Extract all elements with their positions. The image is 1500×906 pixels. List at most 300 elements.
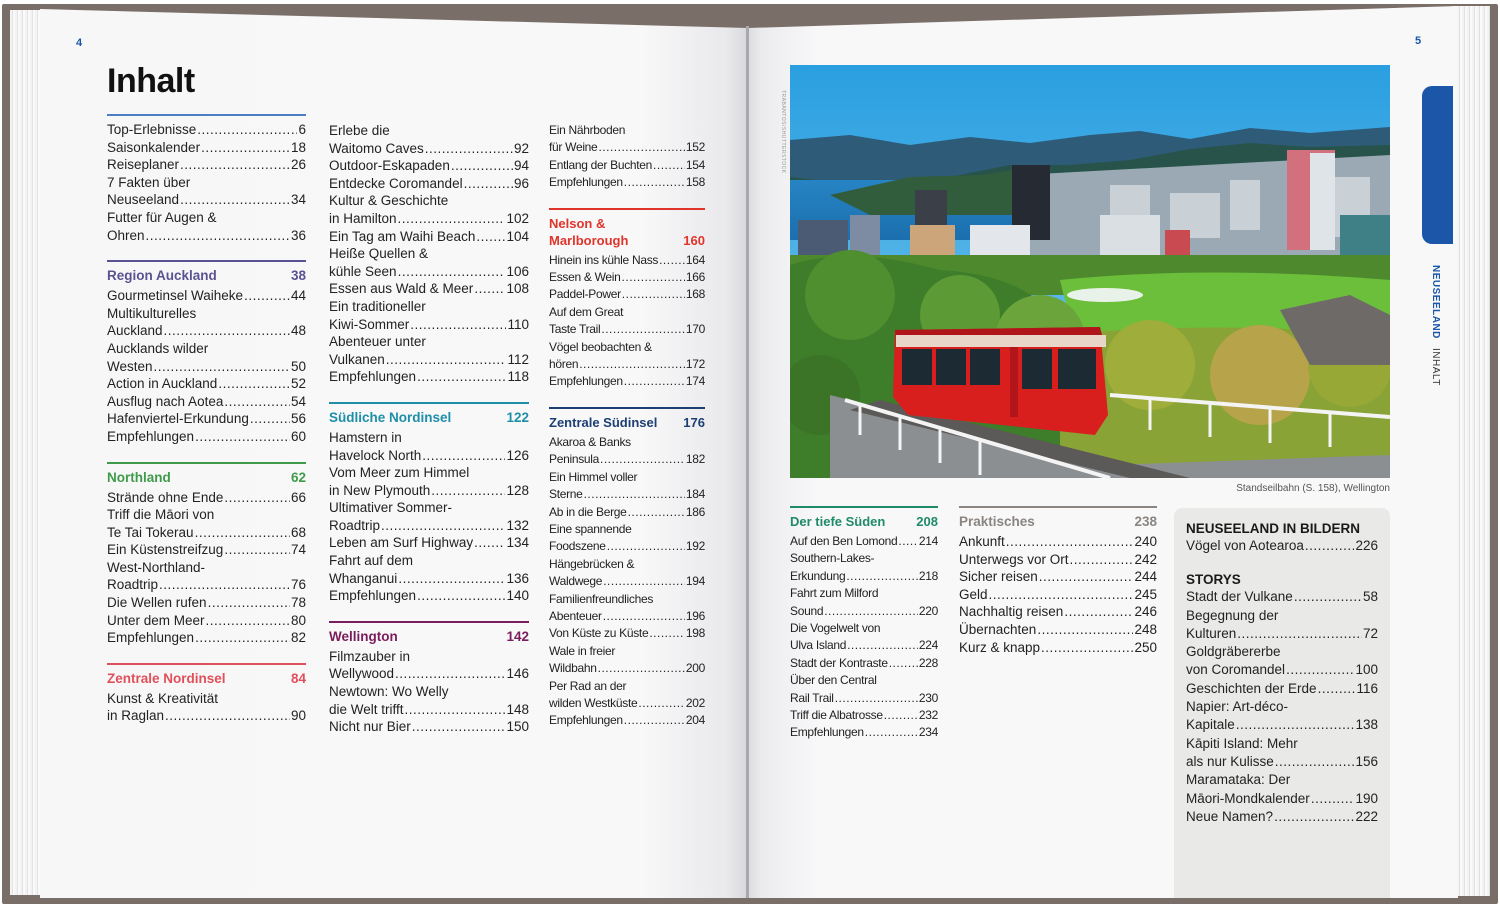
dot-leader — [164, 322, 290, 340]
dot-leader — [180, 191, 290, 209]
toc-entry[interactable] — [107, 305, 306, 340]
toc-entry-line — [959, 639, 1157, 657]
toc-entry[interactable] — [107, 121, 306, 139]
toc-entry[interactable] — [549, 174, 705, 191]
dot-leader — [579, 356, 685, 373]
toc-entry[interactable] — [107, 559, 306, 594]
toc-page-number: 80 — [290, 612, 306, 628]
toc-page-number: 132 — [506, 517, 529, 533]
toc-section — [959, 506, 1157, 656]
toc-page-number: 156 — [1355, 753, 1378, 769]
toc-entry-line: 7 Fakten über — [107, 174, 191, 190]
section-rule — [329, 621, 529, 623]
toc-entry[interactable] — [329, 499, 529, 534]
toc-page-number: 108 — [506, 281, 529, 297]
section-rule — [790, 506, 938, 508]
toc-entry[interactable] — [790, 550, 938, 585]
toc-page-number: 154 — [685, 157, 705, 172]
dot-leader — [1070, 551, 1134, 569]
toc-page-number: 118 — [507, 369, 529, 385]
toc-entry-title: Westen — [107, 358, 153, 374]
toc-entry-title: in Hamilton — [329, 210, 397, 226]
toc-entry[interactable] — [107, 410, 306, 428]
toc-entry[interactable] — [959, 603, 1157, 621]
toc-entry[interactable] — [549, 521, 705, 556]
toc-entry-title: Ankunft — [959, 534, 1005, 549]
toc-entry-title: Empfehlungen — [790, 725, 864, 740]
dot-leader — [865, 724, 918, 741]
toc-entry-title: Entdecke Coromandel — [329, 175, 463, 191]
toc-entry[interactable] — [107, 629, 306, 647]
toc-entry-line — [329, 210, 529, 228]
toc-entry-line — [959, 586, 1157, 604]
toc-entry-line — [790, 603, 938, 620]
toc-entry-line: Ultimativer Sommer- — [329, 500, 453, 516]
toc-section — [790, 506, 938, 742]
toc-entry-line: Abenteuer unter — [329, 334, 426, 350]
toc-entry-line — [329, 482, 529, 500]
toc-entry-line — [549, 157, 705, 174]
dot-leader — [638, 695, 685, 712]
section-heading[interactable] — [107, 670, 306, 687]
section-page-number: 38 — [290, 268, 306, 284]
toc-entry[interactable] — [549, 643, 705, 678]
toc-page-number: 250 — [1134, 639, 1157, 655]
dot-leader — [603, 608, 685, 625]
toc-page-number: 230 — [918, 690, 938, 705]
toc-entry[interactable] — [549, 339, 705, 374]
toc-page-number: 90 — [290, 708, 306, 724]
toc-entry[interactable] — [107, 594, 306, 612]
toc-entry[interactable] — [107, 287, 306, 305]
toc-entry[interactable] — [959, 568, 1157, 586]
toc-entry-line: Begegnung der — [1186, 607, 1279, 623]
toc-entry[interactable] — [107, 174, 306, 209]
toc-entry-title: Neuseeland — [107, 192, 180, 208]
toc-entry-title: Waitomo Caves — [329, 140, 424, 156]
dot-leader — [889, 655, 918, 672]
toc-page-number: 228 — [918, 655, 938, 670]
toc-page-number: 240 — [1134, 534, 1157, 549]
toc-entry[interactable] — [549, 252, 705, 269]
toc-entry-line: Kultur & Geschichte — [329, 193, 449, 209]
toc-entry[interactable] — [329, 683, 529, 718]
toc-section — [107, 260, 306, 445]
toc-entry[interactable] — [107, 428, 306, 446]
toc-entry[interactable] — [329, 552, 529, 587]
toc-page-number: 72 — [1362, 625, 1378, 641]
toc-entry[interactable] — [790, 585, 938, 620]
toc-entry[interactable] — [329, 368, 529, 386]
toc-entry-line: Familienfreundliches — [549, 591, 654, 606]
toc-entry[interactable] — [329, 280, 529, 298]
toc-entry[interactable] — [549, 157, 705, 174]
toc-entry-line — [1186, 537, 1378, 555]
toc-entry-line — [329, 570, 529, 588]
toc-entry[interactable] — [1186, 537, 1378, 555]
toc-entry-line — [959, 568, 1157, 586]
toc-column-4 — [790, 506, 938, 758]
toc-entry[interactable] — [107, 393, 306, 411]
toc-entry-title: Kulturen — [1186, 625, 1237, 641]
toc-entry-line — [549, 625, 705, 642]
toc-page-number: 68 — [290, 524, 306, 540]
toc-entry-title: Whanganui — [329, 570, 398, 586]
dot-leader — [417, 587, 505, 605]
toc-entry[interactable] — [1186, 588, 1378, 606]
toc-entry-title: Ulva Island — [790, 638, 847, 653]
dot-leader — [603, 573, 685, 590]
dot-leader — [1275, 753, 1355, 771]
toc-entry[interactable] — [329, 648, 529, 683]
toc-entry-title: Essen aus Wald & Meer — [329, 281, 474, 297]
toc-page-number: 112 — [507, 351, 529, 367]
toc-entry-title: Sicher reisen — [959, 569, 1038, 585]
dot-leader — [824, 603, 918, 620]
toc-entry-line: Vögel beobachten & — [549, 339, 652, 354]
toc-entry-title: Stadt der Vulkane — [1186, 589, 1293, 605]
toc-entry[interactable] — [107, 541, 306, 559]
toc-entry[interactable] — [329, 429, 529, 464]
toc-entry[interactable] — [790, 620, 938, 655]
section-title — [549, 215, 628, 249]
toc-page-number: 94 — [513, 158, 529, 174]
toc-entry[interactable] — [107, 690, 306, 725]
section-title-line: Marlborough — [549, 232, 629, 248]
toc-entry-line — [107, 139, 306, 157]
toc-entry[interactable] — [1186, 698, 1378, 735]
toc-entry-line — [107, 428, 306, 446]
section-rule — [959, 506, 1157, 508]
toc-column-2 — [329, 122, 529, 752]
section-title: Zentrale Südinsel — [549, 414, 658, 430]
toc-page-number: 245 — [1134, 586, 1157, 602]
running-head-primary: NEUSEELAND — [1430, 265, 1441, 339]
toc-entry[interactable] — [790, 533, 938, 550]
toc-section — [107, 114, 306, 244]
toc-entry-line — [549, 712, 705, 729]
toc-page-number: 170 — [685, 322, 705, 337]
toc-entry-line — [107, 410, 306, 428]
dot-leader — [159, 576, 290, 594]
dot-leader — [584, 486, 685, 503]
toc-page-number: 78 — [290, 595, 306, 611]
toc-entry-title: Die Wellen rufen — [107, 595, 207, 611]
toc-entry[interactable] — [549, 122, 705, 157]
section-title: Der tiefe Süden — [790, 514, 886, 529]
toc-entry-title: Empfehlungen — [329, 369, 417, 385]
toc-entry-title: Unter dem Meer — [107, 612, 205, 628]
dot-leader — [398, 263, 506, 281]
toc-entry[interactable] — [959, 551, 1157, 569]
dot-leader — [195, 524, 290, 542]
toc-column-5 — [959, 506, 1157, 672]
toc-entry-line — [107, 156, 306, 174]
toc-entry[interactable] — [549, 469, 705, 504]
toc-entry-line: Vom Meer zum Himmel — [329, 465, 470, 481]
toc-page-number: 224 — [918, 638, 938, 653]
toc-page-number: 102 — [506, 210, 529, 226]
dot-leader — [847, 637, 918, 654]
toc-entry-line: Southern-Lakes- — [790, 551, 875, 566]
toc-entry-title: Empfehlungen — [107, 630, 195, 646]
section-heading[interactable] — [959, 513, 1157, 530]
toc-page-number: 128 — [506, 482, 529, 498]
toc-entry[interactable] — [1186, 607, 1378, 644]
toc-entry[interactable] — [549, 556, 705, 591]
toc-entry[interactable] — [329, 587, 529, 605]
toc-entry-line — [549, 139, 705, 156]
toc-entry[interactable] — [329, 157, 529, 175]
toc-entry[interactable] — [549, 625, 705, 642]
toc-entry-title: Hinein ins kühle Nass — [549, 252, 659, 267]
dot-leader — [195, 629, 290, 647]
toc-page-number: 168 — [685, 287, 705, 302]
toc-entry-title: Auf den Ben Lomond — [790, 534, 898, 548]
toc-entry[interactable] — [549, 678, 705, 713]
toc-entry-title: Empfehlungen — [329, 588, 417, 604]
photo-caption: Standseilbahn (S. 158), Wellington — [1236, 483, 1390, 494]
dot-leader — [464, 175, 513, 193]
toc-page-number: 246 — [1134, 604, 1157, 620]
dot-leader — [197, 121, 297, 139]
dot-leader — [649, 625, 685, 642]
toc-entry[interactable] — [790, 672, 938, 707]
toc-entry-line: Über den Central — [790, 673, 877, 688]
section-title: Zentrale Nordinsel — [107, 670, 226, 686]
toc-entry-line — [1186, 588, 1378, 606]
dot-leader — [224, 489, 290, 507]
toc-entry-title: Te Tai Tokerau — [107, 524, 194, 540]
dot-leader — [607, 538, 685, 555]
toc-entry[interactable] — [1186, 643, 1378, 680]
toc-entry-line — [790, 690, 938, 707]
dot-leader — [474, 280, 505, 298]
section-heading[interactable] — [790, 513, 938, 530]
toc-entry[interactable] — [549, 504, 705, 521]
toc-entry-line — [959, 603, 1157, 621]
toc-entry[interactable] — [549, 269, 705, 286]
dot-leader — [417, 368, 506, 386]
toc-entry[interactable] — [107, 506, 306, 541]
toc-page-number: 134 — [506, 535, 529, 551]
toc-page-number: 74 — [290, 542, 306, 558]
toc-entry-title: Nachhaltig reisen — [959, 604, 1064, 620]
toc-entry[interactable] — [959, 586, 1157, 604]
section-rule — [329, 402, 529, 404]
toc-entry-line: Akaroa & Banks — [549, 434, 631, 449]
toc-entry[interactable] — [329, 228, 529, 246]
toc-entry-title: Übernachten — [959, 621, 1037, 637]
toc-entry[interactable] — [959, 639, 1157, 657]
toc-entry[interactable] — [107, 156, 306, 174]
toc-entry-title: kühle Seen — [329, 263, 397, 279]
toc-entry[interactable] — [1186, 771, 1378, 808]
dot-leader — [622, 269, 685, 286]
toc-entry[interactable] — [549, 434, 705, 469]
dot-leader — [846, 568, 918, 585]
toc-entry-line — [107, 594, 306, 612]
toc-entry[interactable] — [107, 612, 306, 630]
dot-leader — [244, 287, 290, 305]
toc-page-number: 76 — [290, 577, 306, 593]
toc-entry-line — [959, 551, 1157, 569]
book-gutter — [746, 26, 749, 898]
toc-page-number: 140 — [506, 588, 529, 604]
toc-page-number: 92 — [513, 140, 529, 156]
toc-entry[interactable] — [329, 122, 529, 157]
toc-entry-line: Goldgräbererbe — [1186, 644, 1281, 660]
dot-leader — [624, 373, 685, 390]
toc-entry-line — [329, 175, 529, 193]
dot-leader — [206, 612, 290, 630]
toc-entry[interactable] — [329, 333, 529, 368]
section-heading[interactable] — [107, 469, 306, 486]
toc-page-number: 106 — [506, 263, 529, 279]
toc-entry[interactable] — [107, 139, 306, 157]
toc-page-number: 58 — [1362, 589, 1378, 605]
toc-entry-line: Auf dem Great — [549, 304, 624, 319]
dot-leader — [180, 156, 290, 174]
toc-page-number: 44 — [290, 288, 306, 304]
section-heading[interactable] — [107, 267, 306, 284]
toc-entry-line — [329, 368, 529, 386]
dot-leader — [1274, 808, 1354, 826]
dot-leader — [835, 690, 918, 707]
toc-entry[interactable] — [790, 724, 938, 741]
toc-entry-title: Nicht nur Bier — [329, 719, 411, 735]
toc-entry-title: Kurz & knapp — [959, 639, 1041, 655]
toc-entry-title: Gourmetinsel Waiheke — [107, 288, 244, 304]
toc-page-number: 234 — [918, 725, 938, 740]
section-heading[interactable] — [549, 414, 705, 431]
toc-entry[interactable] — [790, 707, 938, 724]
toc-entry-line — [549, 451, 705, 468]
toc-entry-line: Ein Nährboden — [549, 123, 626, 137]
dot-leader — [600, 451, 685, 468]
toc-entry-line — [790, 533, 938, 550]
toc-page-number: 56 — [290, 411, 306, 427]
toc-entry[interactable] — [790, 655, 938, 672]
toc-entry[interactable] — [329, 534, 529, 552]
toc-entry[interactable] — [549, 373, 705, 390]
section-heading[interactable] — [549, 215, 705, 249]
section-title-line: Nelson & — [549, 215, 606, 231]
toc-page-number: 174 — [685, 374, 705, 389]
toc-entry[interactable] — [107, 340, 306, 375]
toc-entry[interactable] — [1186, 735, 1378, 772]
toc-entry[interactable] — [329, 175, 529, 193]
features-box — [1174, 508, 1390, 898]
section-page-number: 142 — [506, 628, 529, 644]
toc-entry-title: Sound — [790, 603, 824, 618]
toc-entry-title: in New Plymouth — [329, 482, 431, 498]
toc-page-number: 146 — [506, 666, 529, 682]
toc-entry[interactable] — [107, 209, 306, 244]
toc-page-number: 244 — [1134, 569, 1157, 585]
toc-entry[interactable] — [549, 591, 705, 626]
toc-entry-line — [329, 534, 529, 552]
toc-section — [107, 462, 306, 647]
toc-entry-line — [107, 121, 306, 139]
dot-leader — [1286, 661, 1354, 679]
cable-car-photo — [790, 65, 1390, 478]
toc-entry[interactable] — [107, 489, 306, 507]
toc-entry-line: West-Northland- — [107, 559, 206, 575]
section-page-number: 122 — [506, 409, 529, 425]
toc-page-number: 232 — [918, 708, 938, 723]
toc-entry[interactable] — [959, 533, 1157, 551]
toc-entry-line: Wale in freier — [549, 643, 616, 658]
dot-leader — [1006, 533, 1134, 551]
toc-entry-title: Taste Trail — [549, 322, 601, 337]
toc-entry[interactable] — [329, 464, 529, 499]
toc-entry[interactable] — [107, 375, 306, 393]
toc-entry-title: Sterne — [549, 487, 583, 502]
toc-entry-line — [549, 286, 705, 303]
dot-leader — [398, 570, 505, 588]
toc-entry[interactable] — [549, 304, 705, 339]
toc-entry-title: Paddel-Power — [549, 287, 621, 302]
dot-leader — [405, 701, 506, 719]
dot-leader — [224, 541, 290, 559]
toc-entry-title: Kiwi-Sommer — [329, 316, 410, 332]
dot-leader — [218, 375, 290, 393]
toc-page-number: 82 — [290, 630, 306, 646]
toc-entry-line: Futter für Augen & — [107, 209, 217, 225]
toc-entry-line — [549, 573, 705, 590]
toc-section — [107, 663, 306, 725]
toc-entry-line — [959, 533, 1157, 551]
toc-entry[interactable] — [549, 712, 705, 729]
box-heading: STORYS — [1186, 572, 1241, 588]
toc-page-number: 50 — [290, 358, 306, 374]
section-rule — [549, 407, 705, 409]
dot-leader — [422, 447, 505, 465]
toc-page-number: 6 — [298, 122, 306, 137]
toc-entry[interactable] — [549, 286, 705, 303]
toc-entry-title: Wellywood — [329, 666, 395, 682]
dot-leader — [395, 665, 505, 683]
section-heading[interactable] — [329, 409, 529, 426]
toc-page-number: 202 — [685, 695, 705, 710]
toc-entry-line — [107, 612, 306, 630]
toc-entry-title: Abenteuer — [549, 608, 602, 623]
toc-entry[interactable] — [1186, 808, 1378, 826]
dot-leader — [1039, 568, 1134, 586]
toc-entry-line — [107, 524, 306, 542]
toc-entry[interactable] — [1186, 680, 1378, 698]
toc-entry[interactable] — [329, 718, 529, 736]
dot-leader — [601, 321, 684, 338]
toc-entry-title: Ein Tag am Waihi Beach — [329, 228, 476, 244]
toc-page-number: 182 — [685, 452, 705, 467]
dot-leader — [1294, 588, 1362, 606]
toc-entry[interactable] — [329, 245, 529, 280]
section-page-number: 208 — [916, 514, 938, 529]
toc-entry-line: Fahrt auf dem — [329, 553, 414, 569]
toc-entry[interactable] — [329, 192, 529, 227]
toc-entry-line — [1186, 680, 1378, 698]
section-heading[interactable] — [329, 628, 529, 645]
toc-page-number: 54 — [290, 393, 306, 409]
toc-entry[interactable] — [959, 621, 1157, 639]
toc-entry[interactable] — [329, 298, 529, 333]
dot-leader — [1041, 639, 1133, 657]
dot-leader — [1237, 625, 1362, 643]
toc-entry-line — [549, 321, 705, 338]
toc-entry-title: Outdoor-Eskapaden — [329, 158, 450, 174]
